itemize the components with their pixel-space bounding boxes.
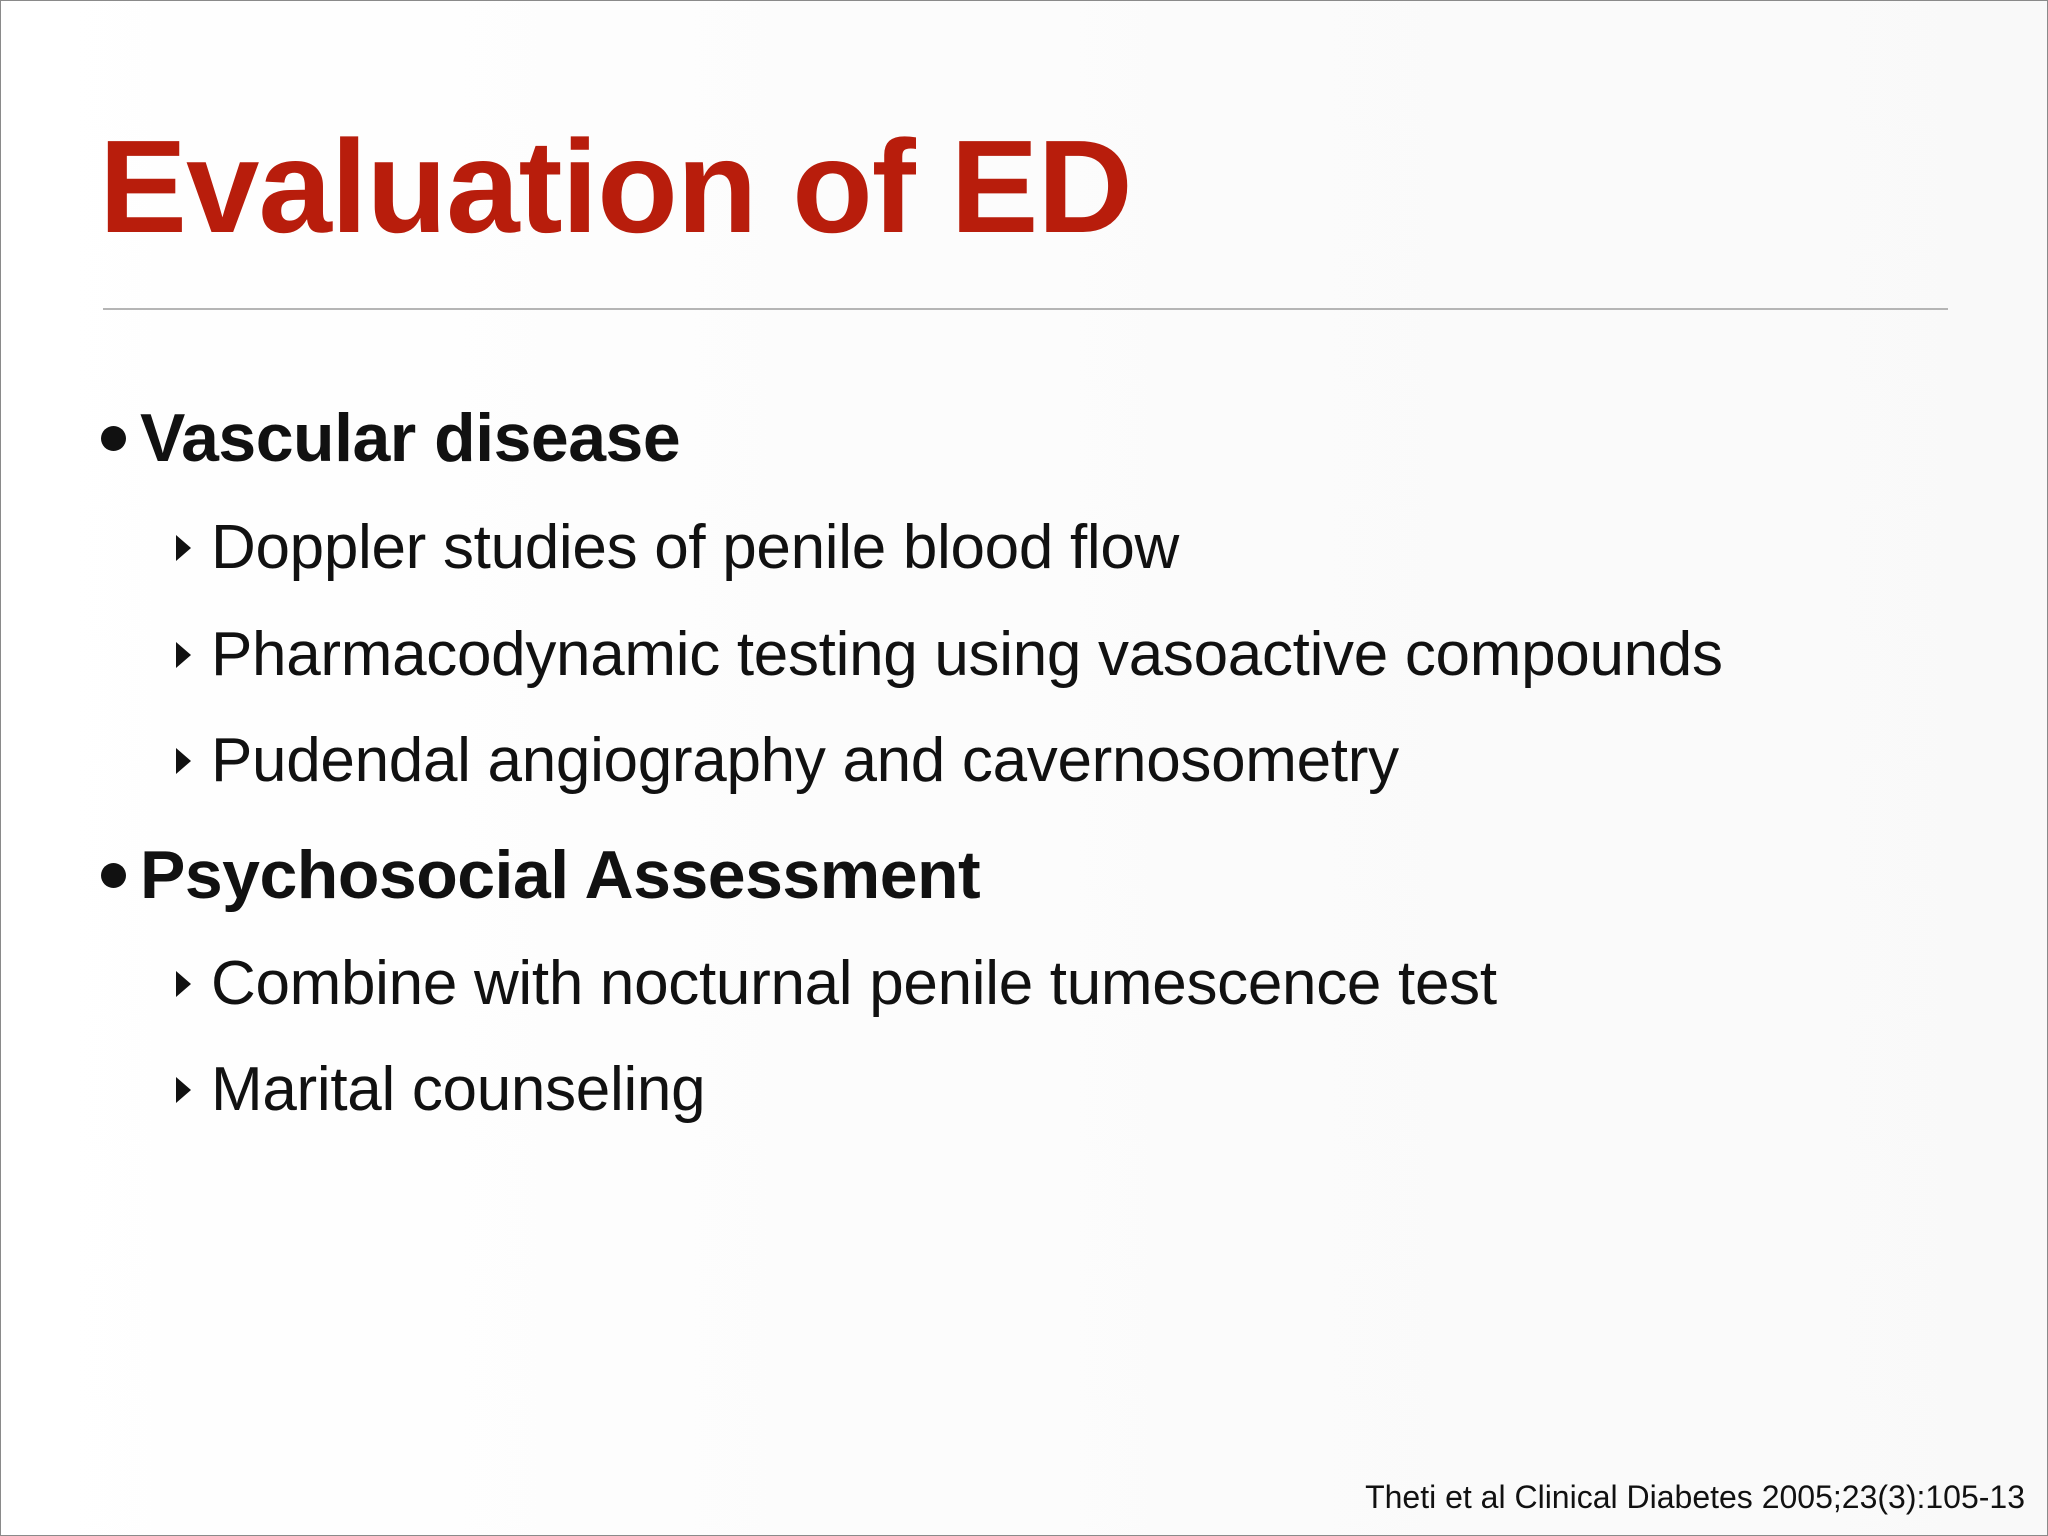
- bullet-vascular-disease: [101, 400, 681, 476]
- citation: Theti et al Clinical Diabetes 2005;23(3):105-13: [1365, 1479, 2025, 1515]
- triangle-right-icon: [176, 971, 191, 997]
- triangle-right-icon: [176, 1077, 191, 1103]
- sub-item-pudendal: [176, 726, 1399, 795]
- sub-item-text: Combine with nocturnal penile tumescence test: [211, 949, 1497, 1018]
- round-bullet-icon: [101, 426, 126, 451]
- triangle-right-icon: [176, 535, 191, 561]
- triangle-right-icon: [176, 642, 191, 668]
- bullet-heading: Psychosocial Assessment: [140, 837, 981, 913]
- bullet-heading: Vascular disease: [140, 400, 681, 476]
- sub-item-text: Marital counseling: [211, 1055, 706, 1124]
- round-bullet-icon: [101, 863, 126, 888]
- sub-item-nocturnal: [176, 949, 1497, 1018]
- sub-item-text: Pharmacodynamic testing using vasoactive compounds: [211, 620, 1723, 689]
- bullet-psychosocial-assessment: [101, 837, 981, 913]
- triangle-right-icon: [176, 748, 191, 774]
- sub-item-doppler: [176, 513, 1180, 582]
- sub-item-text: Pudendal angiography and cavernosometry: [211, 726, 1399, 795]
- sub-item-pharmacodynamic: [176, 620, 1723, 689]
- slide-title: Evaluation of ED: [99, 113, 1132, 260]
- title-divider: [103, 308, 1948, 310]
- sub-item-text: Doppler studies of penile blood flow: [211, 513, 1180, 582]
- sub-item-marital: [176, 1055, 706, 1124]
